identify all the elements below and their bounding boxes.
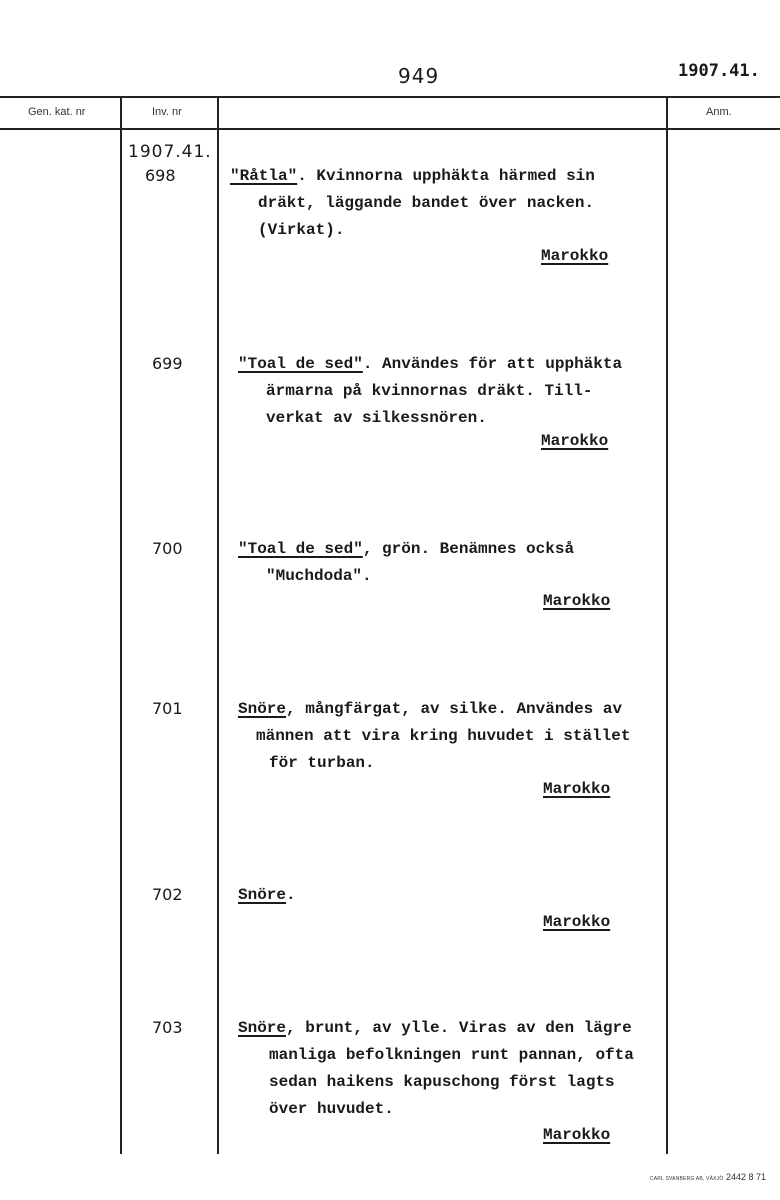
entry-term: Snöre (238, 1019, 287, 1037)
entry-text: "Toal de sed". Användes för att upphäkta ärmarna på kvinnornas dräkt. Till- verkat av silkessnören. (238, 355, 623, 427)
anm-column-divider (666, 96, 668, 1154)
collection-number: 1907.41. (128, 142, 212, 162)
entry-term: Snöre (238, 886, 287, 904)
entry-text: "Toal de sed", grön. Benämnes också "Muchdoda". (238, 540, 575, 585)
printer-imprint (650, 1172, 766, 1182)
page-number: 949 (398, 64, 440, 88)
entry-origin: Marokko (543, 780, 611, 798)
gen-kat-column-divider (120, 96, 122, 1154)
inv-number: 698 (145, 166, 176, 185)
entry-origin: Marokko (543, 913, 611, 931)
entry-term: "Råtla" (230, 167, 298, 185)
entry-origin: Marokko (543, 592, 611, 610)
entry-text: Snöre, brunt, av ylle. Viras av den lägre manliga befolkningen runt pannan, ofta sedan haikens kapuschong först lagts över huvudet. (238, 1019, 634, 1118)
column-header-inv-nr: Inv. nr (152, 106, 182, 118)
column-header-anm: Anm. (706, 106, 732, 118)
entry-term: "Toal de sed" (238, 355, 363, 373)
inv-column-divider (217, 96, 219, 1154)
catalog-reference: 1907.41. (678, 61, 760, 81)
inv-number: 699 (152, 354, 183, 373)
inv-number: 702 (152, 885, 183, 904)
entry-origin: Marokko (543, 1126, 611, 1144)
column-header-gen-kat-nr: Gen. kat. nr (28, 106, 86, 118)
inv-number: 700 (152, 539, 183, 558)
entry-origin: Marokko (541, 432, 609, 450)
inv-number: 703 (152, 1018, 183, 1037)
entry-term: "Toal de sed" (238, 540, 363, 558)
form-code: 2442 8 71 (725, 1172, 766, 1182)
inv-number: 701 (152, 699, 183, 718)
table-header-rule (0, 128, 780, 130)
printer-name: CARL SVANBERG AB, VÄXJÖ (649, 1176, 724, 1182)
table-top-rule (0, 96, 780, 98)
entry-text: "Råtla". Kvinnorna upphäkta härmed sin dräkt, läggande bandet över nacken. (Virkat). (230, 167, 595, 239)
entry-origin: Marokko (541, 247, 609, 265)
entry-term: Snöre (238, 700, 287, 718)
entry-text: Snöre. (238, 886, 296, 904)
entry-text: Snöre, mångfärgat, av silke. Användes av männen att vira kring huvudet i stället för turban. (238, 700, 631, 772)
